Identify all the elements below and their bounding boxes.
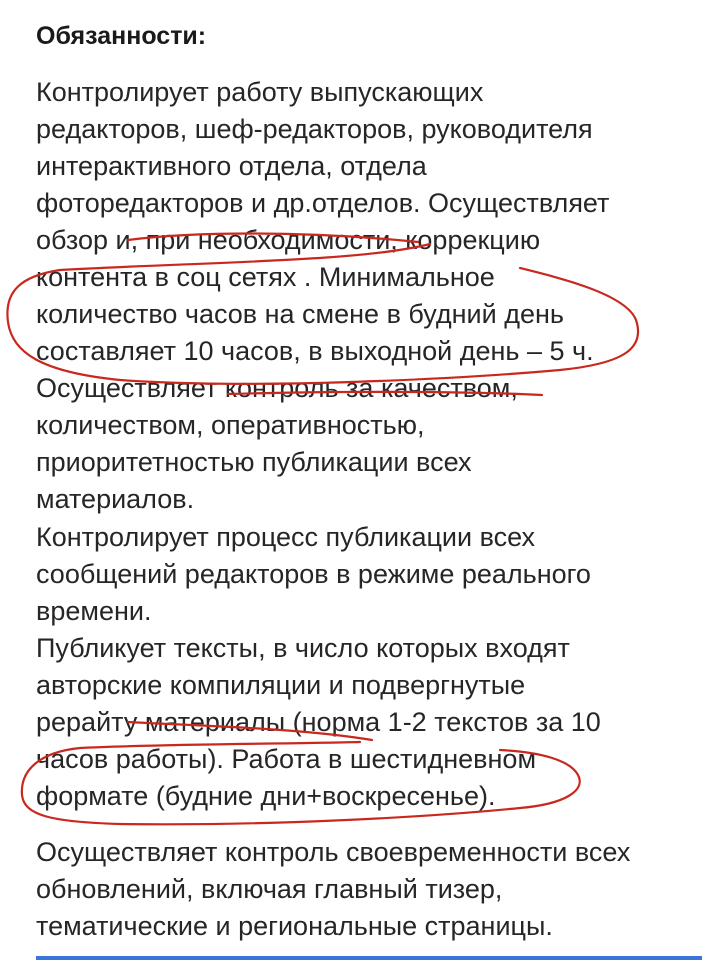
text-line: составляет 10 часов, в выходной день – 5 ч. — [36, 336, 594, 366]
text-line: обзор и, при необходимости, коррекцию — [36, 225, 541, 255]
text-line: редакторов, шеф-редакторов, руководителя — [36, 114, 593, 144]
text-line: тематические и региональные страницы. — [36, 911, 553, 941]
text-line: количеством, оперативностью, — [36, 410, 425, 440]
text-line: часов работы). Работа в шестидневном — [36, 744, 537, 774]
text-line: приоритетностью публикации всех — [36, 447, 472, 477]
text-line: количество часов на смене в будний день — [36, 299, 564, 329]
text-line: авторские компиляции и подвергнутые — [36, 670, 526, 700]
text-line: материалов. — [36, 484, 195, 514]
text-line: контента в соц сетях . Минимальное — [36, 262, 495, 292]
text-line: сообщений редакторов в режиме реального — [36, 559, 591, 589]
text-line: обновлений, включая главный тизер, — [36, 874, 503, 904]
text-line: фоторедакторов и др.отделов. Осуществляет — [36, 188, 610, 218]
text-line: Публикует тексты, в число которых входят — [36, 633, 570, 663]
text-line: Осуществляет контроль за качеством, — [36, 373, 518, 403]
text-line: Контролирует работу выпускающих — [36, 77, 484, 107]
text-line: формате (будние дни+воскресенье). — [36, 781, 496, 811]
text-line: Контролирует процесс публикации всех — [36, 522, 536, 552]
text-line: рерайту материалы (норма 1-2 текстов за 10 — [36, 707, 601, 737]
divider — [36, 956, 702, 960]
text-line: Осуществляет контроль своевременности всех — [36, 837, 631, 867]
text-line: времени. — [36, 596, 152, 626]
text-line: интерактивного отдела, отдела — [36, 151, 427, 181]
section-heading: Обязанности: — [36, 22, 207, 50]
